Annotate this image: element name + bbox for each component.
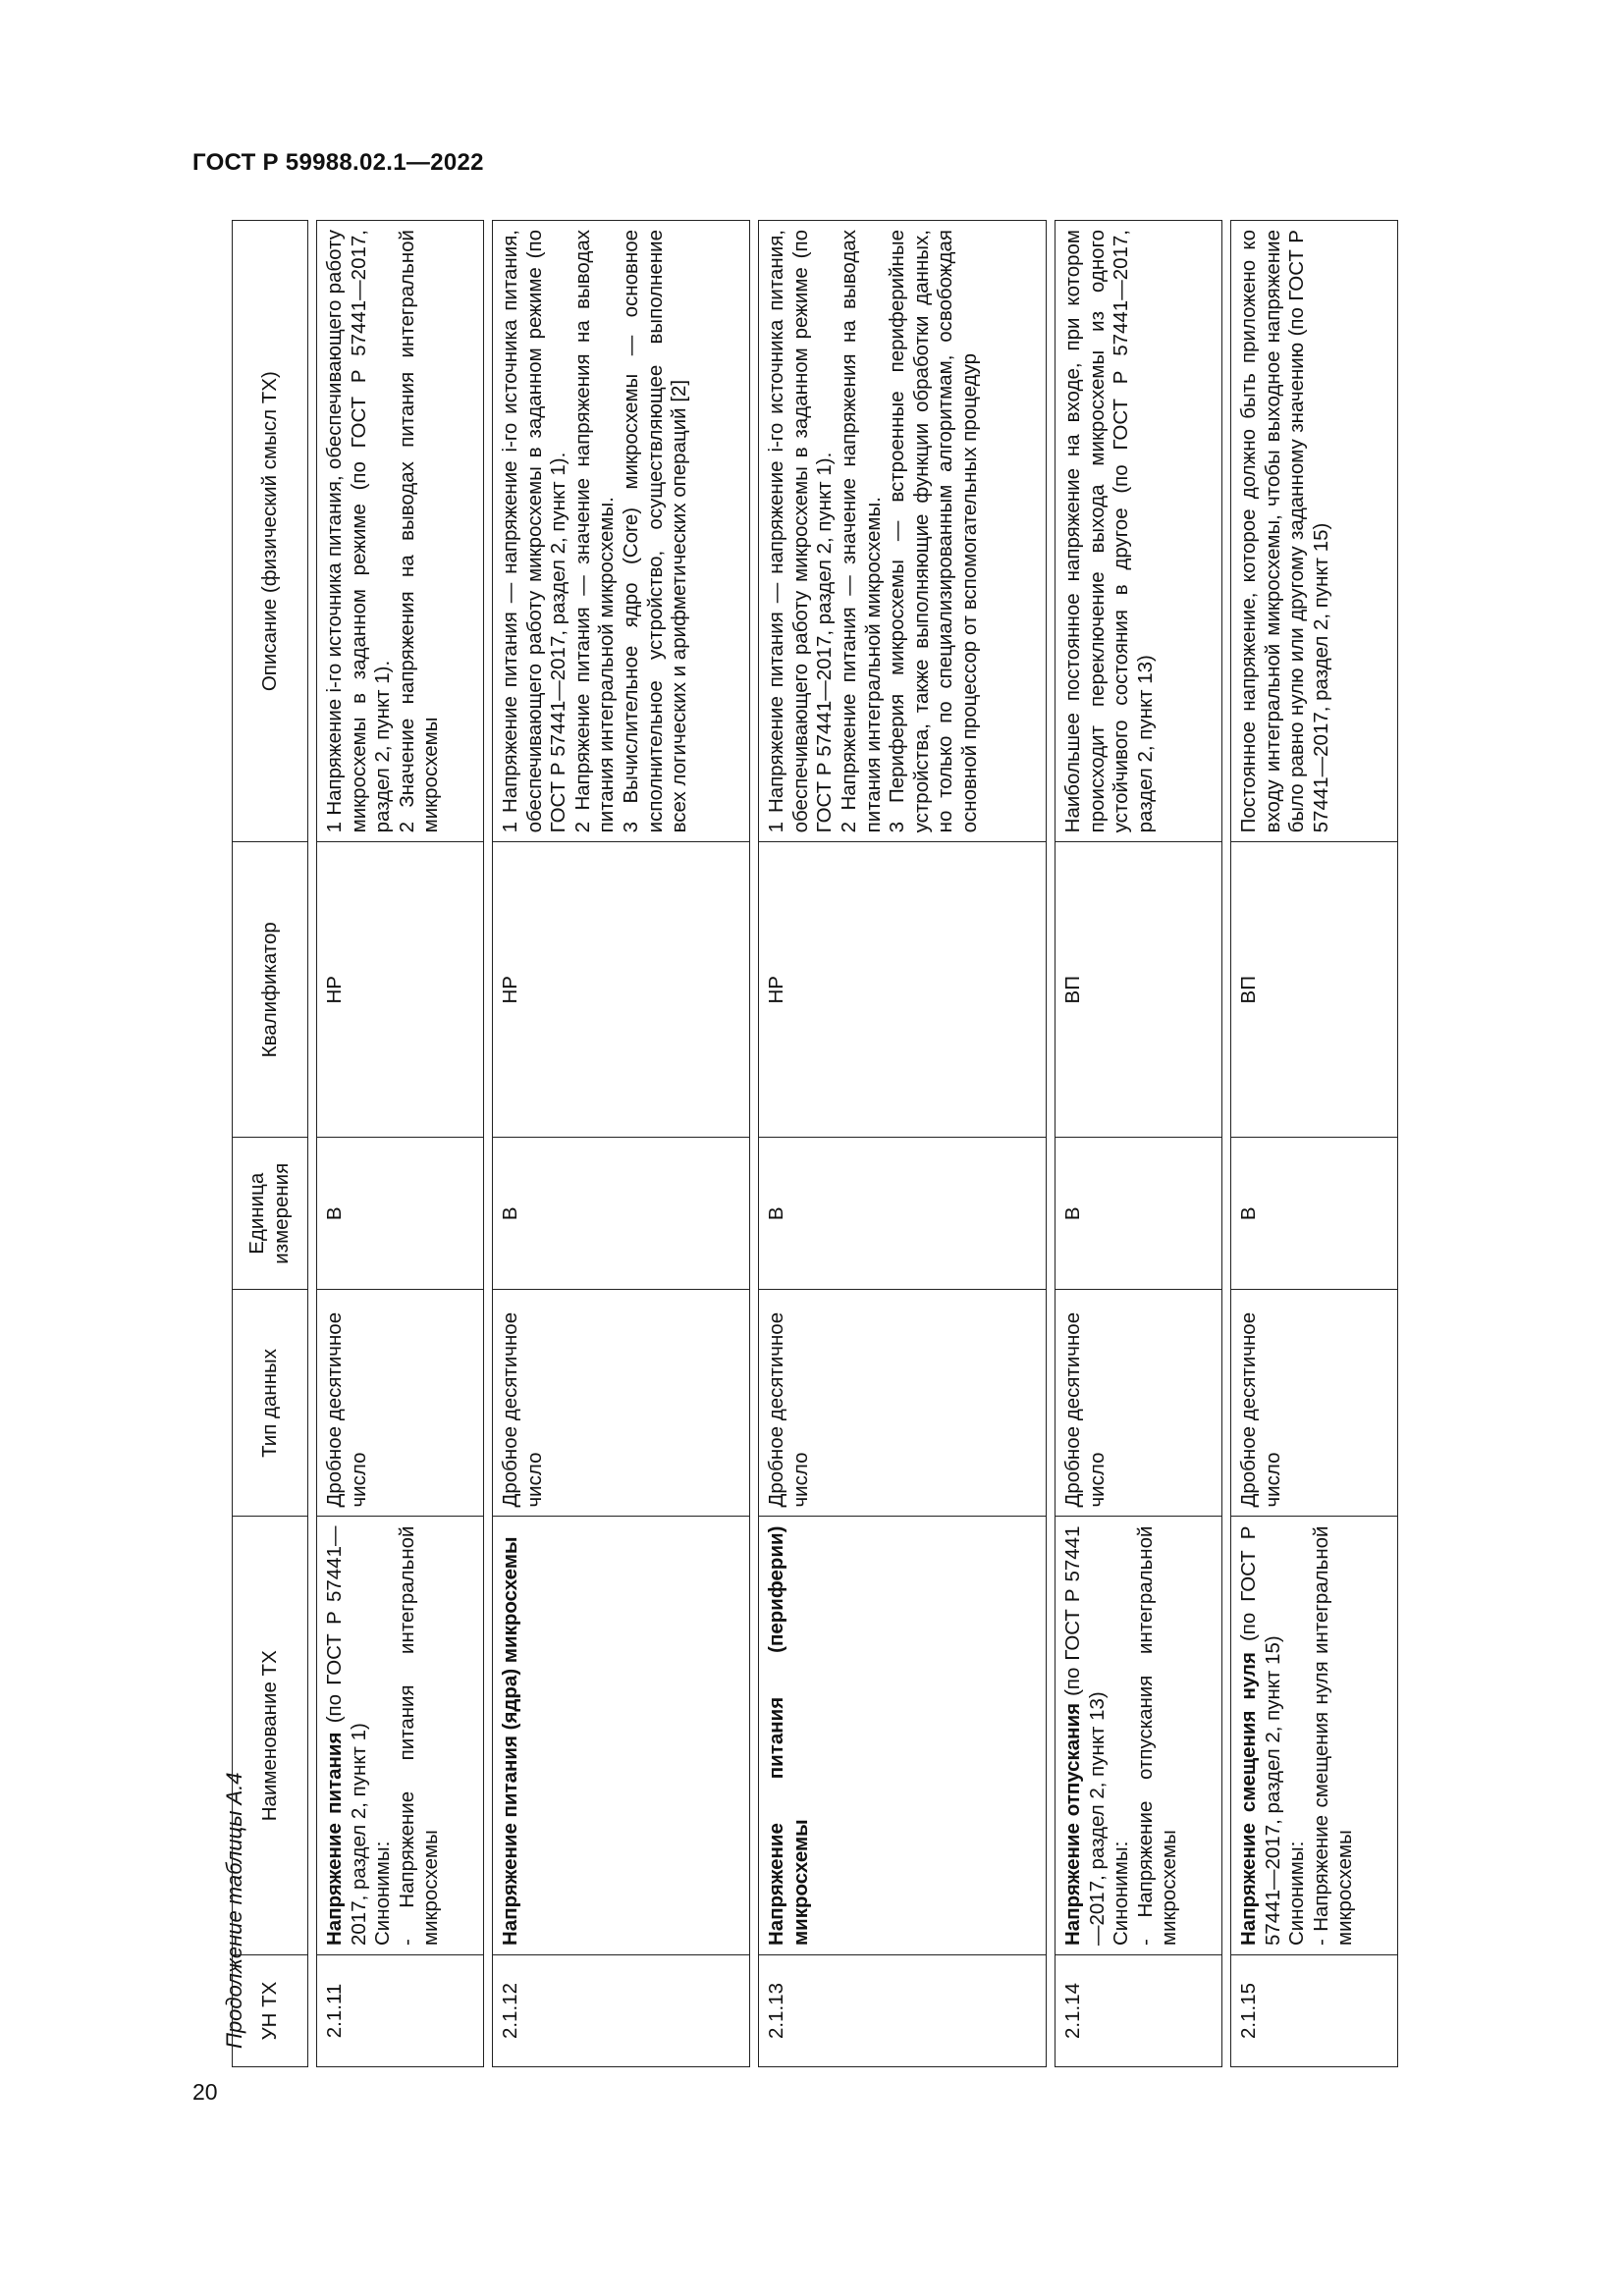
description-line: Наибольшее постоянное напряжение на входе, при котором происходит переключение выхода микросхемы из одного устойчивого состояния в другое (по ГОСТ Р 57441—2017, раздел 2, пункт 13) — [1061, 230, 1157, 833]
row-id: 2.1.14 — [1056, 1955, 1222, 2067]
page-number: 20 — [192, 2079, 218, 2105]
qualifier: ВП — [1056, 842, 1222, 1138]
description-line: 3 Вычислительное ядро (Core) микросхемы — основное исполнительное устройство, осуществляющее выполнение всех логических и арифметических операций [2] — [619, 230, 691, 833]
row-name — [492, 1517, 749, 1955]
table-row — [317, 221, 484, 2067]
synonyms-label: Синонимы: — [371, 1841, 395, 1946]
data-type: Дробное десятичное число — [1231, 1290, 1398, 1517]
description — [759, 221, 1047, 842]
synonyms-label: Синонимы: — [1110, 1841, 1133, 1946]
column-header: Единица измерения — [233, 1138, 308, 1290]
document-header: ГОСТ Р 59988.02.1—2022 — [192, 149, 484, 176]
term-name: Напряжение питания (периферии) микросхемы — [765, 1525, 812, 1946]
table-row — [1056, 221, 1222, 2067]
row-name — [1056, 1517, 1222, 1955]
characteristics-table — [232, 220, 1398, 2067]
table-row — [759, 221, 1047, 2067]
description-line: 3 Периферия микросхемы — встроенные периферийные устройства, также выполняющие функции обработки данных, но только по специализированным алгоритмам, освобождая основной процессор от вспомогательных процедур — [886, 230, 981, 833]
term-source: (по ГОСТ Р 57441—2017, раздел 2, пункт 13) — [1061, 1525, 1109, 1946]
data-type: Дробное десятичное число — [492, 1290, 749, 1517]
table-caption-text: Продолжение таблицы А.4 — [222, 1772, 246, 2049]
synonym: - Напряжение отпускания интегральной микросхемы — [1133, 1525, 1181, 1946]
synonyms-label: Синонимы: — [1285, 1841, 1309, 1946]
qualifier: НР — [317, 842, 484, 1138]
term-name: Напряжение питания (ядра) микросхемы — [498, 1536, 521, 1946]
table-row — [1231, 221, 1398, 2067]
term-source: (по ГОСТ Р 57441—2017, раздел 2, пункт 1) — [323, 1525, 370, 1946]
unit: В — [492, 1138, 749, 1290]
row-name — [317, 1517, 484, 1955]
row-id: 2.1.13 — [759, 1955, 1047, 2067]
row-id: 2.1.15 — [1231, 1955, 1398, 2067]
term-name: Напряжение питания — [323, 1732, 346, 1946]
unit: В — [317, 1138, 484, 1290]
description-line: Постоянное напряжение, которое должно быть приложено ко входу интегральной микросхемы, чтобы выходное напряжение было равно нулю или другому заданному значению (по ГОСТ Р 57441—2017, раздел 2, пункт 15) — [1237, 230, 1332, 833]
term-name: Напряжение отпускания — [1061, 1702, 1085, 1946]
description-line: 1 Напряжение питания — напряжение i-го источника питания, обеспечивающего работу микросхемы в заданном режиме (по ГОСТ Р 57441—2017, раздел 2, пункт 1). — [498, 230, 570, 833]
column-header: Квалификатор — [233, 842, 308, 1138]
description-line: 1 Напряжение i-го источника питания, обеспечивающего работу микросхемы в заданном режиме (по ГОСТ Р 57441—2017, раздел 2, пункт 1). — [323, 230, 395, 833]
description — [492, 221, 749, 842]
description — [1231, 221, 1398, 842]
data-type: Дробное десятичное число — [1056, 1290, 1222, 1517]
qualifier: НР — [759, 842, 1047, 1138]
table-row — [492, 221, 749, 2067]
description-line: 2 Значение напряжения на выводах питания интегральной микросхемы — [395, 230, 443, 833]
term-name: Напряжение смещения нуля — [1237, 1652, 1261, 1946]
column-header: Описание (физический смысл ТХ) — [233, 221, 308, 842]
data-type: Дробное десятичное число — [317, 1290, 484, 1517]
description-line: 2 Напряжение питания — значение напряжения на выводах питания интегральной микросхемы. — [837, 230, 885, 833]
row-name — [759, 1517, 1047, 1955]
unit: В — [1056, 1138, 1222, 1290]
description — [317, 221, 484, 842]
row-id: 2.1.11 — [317, 1955, 484, 2067]
table-container — [232, 220, 1398, 2067]
description-line: 1 Напряжение питания — напряжение i-го источника питания, обеспечивающего работу микросхемы в заданном режиме (по ГОСТ Р 57441—2017, раздел 2, пункт 1). — [765, 230, 837, 833]
data-type: Дробное десятичное число — [759, 1290, 1047, 1517]
table-header-row — [233, 221, 308, 2067]
column-header: УН ТХ — [233, 1955, 308, 2067]
unit: В — [1231, 1138, 1398, 1290]
synonym: - Напряжение питания интегральной микросхемы — [395, 1525, 443, 1946]
row-name — [1231, 1517, 1398, 1955]
column-header: Наименование ТХ — [233, 1517, 308, 1955]
qualifier: НР — [492, 842, 749, 1138]
description — [1056, 221, 1222, 842]
qualifier: ВП — [1231, 842, 1398, 1138]
column-header: Тип данных — [233, 1290, 308, 1517]
term-source: (по ГОСТ Р 57441—2017, раздел 2, пункт 15) — [1237, 1525, 1284, 1946]
row-id: 2.1.12 — [492, 1955, 749, 2067]
unit: В — [759, 1138, 1047, 1290]
description-line: 2 Напряжение питания — значение напряжения на выводах питания интегральной микросхемы. — [570, 230, 619, 833]
synonym: - Напряжение смещения нуля интегральной микросхемы — [1309, 1525, 1357, 1946]
